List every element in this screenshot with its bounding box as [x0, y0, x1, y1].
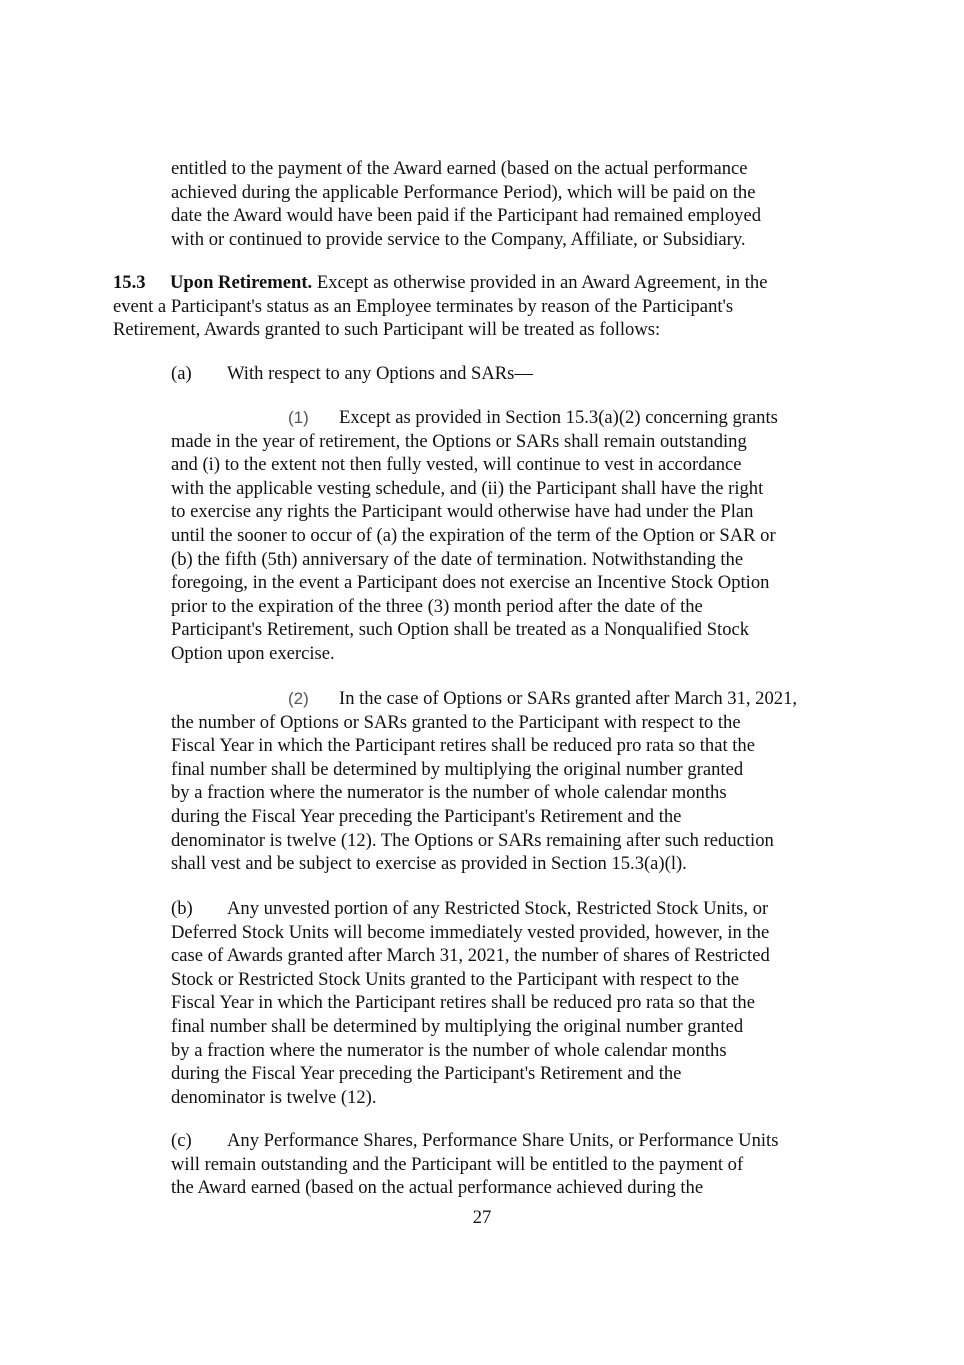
- text-line: by a fraction where the numerator is the number of whole calendar months: [171, 782, 727, 804]
- text-line: date the Award would have been paid if the Participant had remained employed: [171, 205, 761, 227]
- text-line: with the applicable vesting schedule, and (ii) the Participant shall have the right: [171, 477, 764, 499]
- text-line: to exercise any rights the Participant would otherwise have had under the Plan: [171, 501, 754, 523]
- text-line: the number of Options or SARs granted to the Participant with respect to the: [171, 711, 741, 733]
- text-line: the Award earned (based on the actual performance achieved during the: [171, 1177, 704, 1199]
- text-line: denominator is twelve (12). The Options or SARs remaining after such reduction: [171, 829, 774, 851]
- text-line: made in the year of retirement, the Options or SARs shall remain outstanding: [171, 430, 747, 452]
- text-line: foregoing, in the event a Participant does not exercise an Incentive Stock Option: [171, 572, 770, 594]
- text-line: (b) the fifth (5th) anniversary of the date of termination. Notwithstanding the: [171, 548, 744, 570]
- text-line: Participant's Retirement, such Option shall be treated as a Nonqualified Stock: [171, 619, 750, 641]
- text-line: during the Fiscal Year preceding the Participant's Retirement and the: [171, 1063, 682, 1085]
- text-line: Stock or Restricted Stock Units granted to the Participant with respect to the: [171, 968, 740, 990]
- text-line: Except as provided in Section 15.3(a)(2) concerning grants: [339, 407, 778, 428]
- text-line: Any unvested portion of any Restricted Stock, Restricted Stock Units, or: [227, 898, 769, 919]
- continuation-paragraph: [171, 157, 839, 251]
- text-line: until the sooner to occur of (a) the expiration of the term of the Option or SAR or: [171, 524, 776, 546]
- text-line: final number shall be determined by multiplying the original number granted: [171, 758, 744, 780]
- page-number: 27: [472, 1207, 492, 1228]
- text-line: Fiscal Year in which the Participant retires shall be reduced pro rata so that the: [171, 992, 755, 1014]
- text-line: Fiscal Year in which the Participant retires shall be reduced pro rata so that the: [171, 735, 755, 757]
- text-line: shall vest and be subject to exercise as provided in Section 15.3(a)(l).: [171, 853, 687, 875]
- section-number: 15.3: [113, 272, 146, 293]
- text-line: case of Awards granted after March 31, 2021, the number of shares of Restricted: [171, 945, 770, 967]
- subitem-label: (2): [288, 689, 309, 708]
- item-label: (c): [171, 1130, 192, 1151]
- text-line: entitled to the payment of the Award earned (based on the actual performance: [171, 158, 748, 179]
- text-line: will remain outstanding and the Participant will be entitled to the payment of: [171, 1153, 744, 1175]
- text-line: with or continued to provide service to the Company, Affiliate, or Subsidiary.: [171, 228, 746, 250]
- text-line: Retirement, Awards granted to such Participant will be treated as follows:: [113, 319, 661, 341]
- text-line: event a Participant's status as an Employee terminates by reason of the Participant's: [113, 295, 734, 317]
- item-a-paragraph: [171, 362, 839, 386]
- text-line: achieved during the applicable Performance Period), which will be paid on the: [171, 181, 756, 203]
- text-line: and (i) to the extent not then fully vested, will continue to vest in accordance: [171, 454, 742, 476]
- item-label: (b): [171, 898, 193, 919]
- text-line: final number shall be determined by multiplying the original number granted: [171, 1015, 744, 1037]
- text-line: prior to the expiration of the three (3) month period after the date of the: [171, 595, 703, 617]
- item-b-paragraph: [171, 897, 839, 1109]
- subitem-label: (1): [288, 408, 309, 427]
- section-heading: Upon Retirement.: [170, 272, 313, 293]
- item-a2-paragraph: [171, 687, 839, 876]
- text-line: during the Fiscal Year preceding the Participant's Retirement and the: [171, 805, 682, 827]
- text-line: by a fraction where the numerator is the number of whole calendar months: [171, 1039, 727, 1061]
- text-line: Except as otherwise provided in an Award Agreement, in the: [312, 272, 768, 293]
- text-line: Option upon exercise.: [171, 642, 335, 664]
- item-label: (a): [171, 363, 192, 384]
- text-line: Any Performance Shares, Performance Share Units, or Performance Units: [227, 1130, 779, 1151]
- text-line: denominator is twelve (12).: [171, 1086, 377, 1108]
- section-15-3-paragraph: [113, 271, 839, 342]
- text-line: In the case of Options or SARs granted after March 31, 2021,: [339, 688, 798, 709]
- item-c-paragraph: [171, 1129, 839, 1200]
- text-line: Deferred Stock Units will become immediately vested provided, however, in the: [171, 921, 770, 943]
- text-line: With respect to any Options and SARs—: [227, 363, 534, 384]
- item-a1-paragraph: [171, 406, 839, 666]
